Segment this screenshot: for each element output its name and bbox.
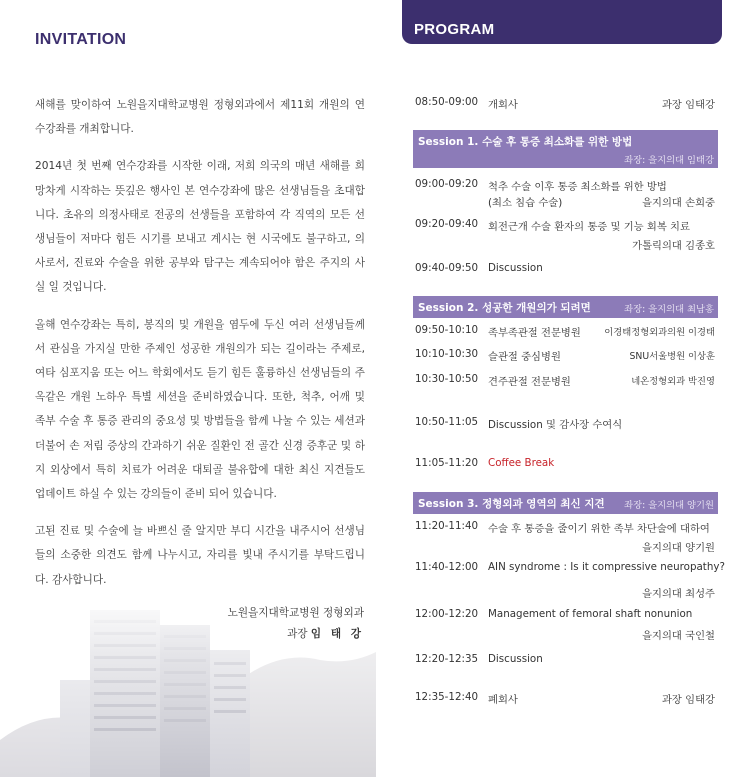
coffee-break-label: Coffee Break xyxy=(488,457,555,469)
program-topic: 폐회사 xyxy=(488,694,518,706)
program-time: 10:30-10:50 xyxy=(415,373,479,385)
program-topic: 족부족관절 전문병원 xyxy=(488,327,581,339)
program-topic: AIN syndrome : Is it compressive neuropathy? xyxy=(488,561,725,573)
program-time: 11:40-12:00 xyxy=(415,561,479,573)
signature-block xyxy=(228,603,364,645)
invitation-body xyxy=(35,93,365,605)
program-speaker: 이경태정형외과의원 이경태 xyxy=(604,327,715,338)
program-topic: 개회사 xyxy=(488,99,518,111)
session-title: Session 1. 수술 후 통증 최소화를 위한 방법 xyxy=(418,136,633,148)
program-time: 12:00-12:20 xyxy=(415,608,479,620)
program-speaker: 과장 임태강 xyxy=(661,694,715,706)
program-header-bar xyxy=(402,0,722,44)
program-time: 10:50-11:05 xyxy=(415,416,479,428)
program-speaker: SNU서울병원 이상훈 xyxy=(629,351,715,362)
signature-name: 임 태 강 xyxy=(310,628,364,640)
program-speaker: 가톨릭의대 김종호 xyxy=(632,240,715,252)
program-time: 12:35-12:40 xyxy=(415,691,479,703)
program-title: PROGRAM xyxy=(414,21,495,38)
program-time: 09:00-09:20 xyxy=(415,178,479,190)
program-topic: Discussion xyxy=(488,262,543,274)
session-chair: 좌장: 을지의대 임태강 xyxy=(624,155,714,166)
program-topic-sub: (최소 침습 수술) xyxy=(488,197,563,209)
program-topic: 슬관절 중심병원 xyxy=(488,351,561,363)
program-speaker: 을지의대 손희중 xyxy=(642,197,715,209)
session-chair: 좌장: 을지의대 양기원 xyxy=(624,500,714,511)
session-title: Session 3. 정형외과 영역의 최신 지견 xyxy=(418,498,605,510)
program-time: 09:50-10:10 xyxy=(415,324,479,336)
program-time: 09:40-09:50 xyxy=(415,262,479,274)
program-time: 11:05-11:20 xyxy=(415,457,479,469)
session-3-header xyxy=(413,492,718,514)
program-speaker: 을지의대 국인철 xyxy=(642,630,715,642)
program-topic: 견주관절 전문병원 xyxy=(488,376,571,388)
program-speaker: 을지의대 양기원 xyxy=(642,542,715,554)
program-topic: 수술 후 통증을 줄이기 위한 족부 차단술에 대하여 xyxy=(488,523,710,535)
invitation-title: INVITATION xyxy=(35,31,127,48)
program-time: 12:20-12:35 xyxy=(415,653,479,665)
program-speaker: 을지의대 최성주 xyxy=(642,588,715,600)
program-panel xyxy=(402,0,747,777)
program-time: 09:20-09:40 xyxy=(415,218,479,230)
invitation-paragraph: 고된 진료 및 수술에 늘 바쁘신 줄 알지만 부디 시간을 내주시어 선생님들의 소중한 의견도 함께 나누시고, 자리를 빛내 주시기를 부탁드립니다. 감사합니다. xyxy=(35,525,365,586)
invitation-paragraph: 올해 연수강좌는 특히, 봉직의 및 개원을 염두에 두신 여러 선생님들께서 관심을 가지실 만한 주제인 성공한 개원의가 되는 길이라는 주제로, 여타 심포지움 또는 어느 학회에서도 듣기 힘든 훌륭하신 선생님들의 주옥같은 개원 노하우 특별 세션을 준비하였습니다. 또한, 척추, 어깨 및 족부 수술 후 통증 관리의 중요성 및 방법들을 함께 나눌 수 있는 세션과 더불어 손 저림 증상의 간과하기 쉬운 질환인 전 골간 신경 증후군 및 하지 외상에서 특히 치료가 어려운 대퇴골 불유합에 대한 최신 지견들도 업데이트 하실 수 있는 강의들이 준비 되어 있습니다. xyxy=(35,318,365,501)
program-topic: Discussion 및 감사장 수여식 xyxy=(488,419,623,431)
signature-line xyxy=(228,624,364,645)
session-title: Session 2. 성공한 개원의가 되려면 xyxy=(418,302,591,314)
program-topic: 회전근개 수술 환자의 통증 및 기능 회복 치료 xyxy=(488,221,690,233)
session-chair: 좌장: 을지의대 최남홍 xyxy=(624,304,714,315)
program-time: 08:50-09:00 xyxy=(415,96,479,108)
program-time: 11:20-11:40 xyxy=(415,520,479,532)
invitation-paragraph: 새해를 맞이하여 노원을지대학교병원 정형외과에서 제11회 개원의 연수강좌를 개최합니다. xyxy=(35,99,365,136)
program-speaker: 과장 임태강 xyxy=(661,99,715,111)
program-speaker: 네온정형외과 박진영 xyxy=(631,376,715,387)
program-topic: Discussion xyxy=(488,653,543,665)
program-time: 10:10-10:30 xyxy=(415,348,479,360)
signature-organization: 노원을지대학교병원 정형외과 xyxy=(227,607,364,619)
program-topic: Management of femoral shaft nonunion xyxy=(488,608,693,620)
session-2-header xyxy=(413,296,718,318)
program-topic: 척추 수술 이후 통증 최소화를 위한 방법 xyxy=(488,181,667,193)
signature-role: 과장 xyxy=(287,628,308,640)
session-1-header xyxy=(413,130,718,168)
invitation-paragraph: 2014년 첫 번째 연수강좌를 시작한 이래, 저희 의국의 매년 새해를 희망차게 시작하는 뜻깊은 행사인 본 연수강좌에 많은 선생님들을 초대합니다. 초유의 의정사태로 전공의 선생들을 포함하여 각 직역의 모든 선생님들이 저마다 힘든 시기를 보내고 계시는 현 시국에도 불구하고, 의사로서, 진료와 수술을 위한 공부와 탐구는 계속되어야 함은 주지의 사실 일 것입니다. xyxy=(35,160,365,294)
